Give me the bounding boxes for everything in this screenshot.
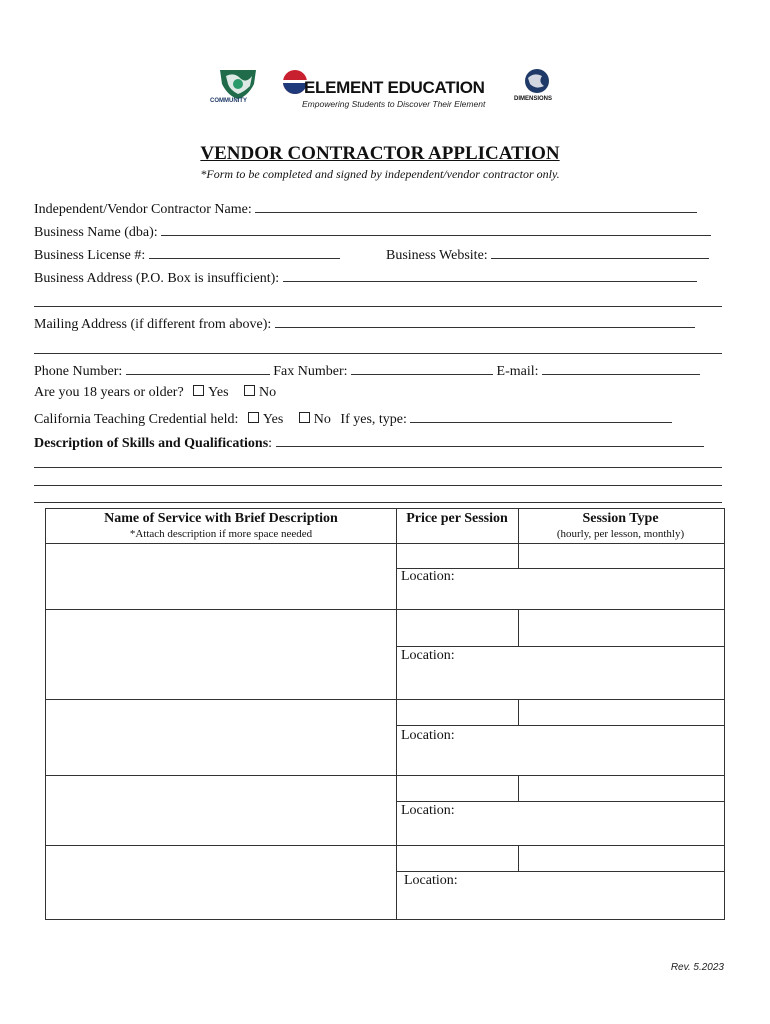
- community-logo: [210, 68, 258, 110]
- age-question-label: Are you 18 years or older?: [34, 385, 184, 400]
- business-address-field[interactable]: [283, 268, 697, 282]
- credential-no-checkbox[interactable]: [299, 412, 310, 423]
- service-name-subheader: *Attach description if more space needed: [129, 528, 313, 540]
- business-name-field[interactable]: [161, 222, 711, 236]
- service-3-price-cell[interactable]: [398, 701, 516, 724]
- form-subtitle: *Form to be completed and signed by independent/vendor contractor only.: [200, 167, 560, 181]
- credential-row: [34, 409, 672, 429]
- skills-field[interactable]: [276, 433, 704, 447]
- age-no-checkbox[interactable]: [244, 385, 255, 396]
- mailing-address-label: Mailing Address (if different from above):: [34, 317, 272, 332]
- contractor-name-label: Independent/Vendor Contractor Name:: [34, 202, 252, 217]
- skills-line-4[interactable]: [34, 502, 722, 503]
- session-type-subheader: (hourly, per lesson, monthly): [556, 528, 685, 540]
- service-1-session-type-cell[interactable]: [520, 545, 722, 567]
- row4-price-divider: [396, 801, 724, 802]
- skills-colon: :: [268, 436, 273, 451]
- mailing-address-row: [34, 314, 695, 334]
- row2-price-divider: [396, 646, 724, 647]
- row4-divider: [45, 845, 724, 846]
- business-name-row: [34, 222, 711, 242]
- skills-line-2[interactable]: [34, 467, 722, 468]
- table-col-divider-2-r5: [518, 845, 519, 871]
- business-license-label: Business License #:: [34, 248, 146, 263]
- contact-row: [34, 361, 700, 381]
- email-field[interactable]: [542, 361, 700, 375]
- service-2-location-label: Location:: [401, 648, 455, 663]
- business-name-label: Business Name (dba):: [34, 225, 158, 240]
- element-education-logo: [282, 68, 488, 112]
- community-shield-icon: [218, 68, 258, 100]
- table-col-divider-2-r1: [518, 543, 519, 568]
- element-education-title: ELEMENT EDUCATION: [304, 78, 485, 97]
- row1-divider: [45, 609, 724, 610]
- service-5-price-cell[interactable]: [398, 847, 516, 870]
- credential-yes-checkbox[interactable]: [248, 412, 259, 423]
- table-col-divider-1: [396, 508, 397, 919]
- age-yes-checkbox[interactable]: [193, 385, 204, 396]
- row5-price-divider: [396, 871, 724, 872]
- service-4-price-cell[interactable]: [398, 777, 516, 800]
- business-website-row: [386, 245, 709, 265]
- contractor-name-field[interactable]: [255, 199, 697, 213]
- skills-label: Description of Skills and Qualifications: [34, 436, 269, 451]
- table-header-divider: [45, 543, 724, 544]
- service-3-description-cell[interactable]: [47, 701, 394, 773]
- service-5-session-type-cell[interactable]: [520, 847, 722, 870]
- form-title: VENDOR CONTRACTOR APPLICATION: [200, 143, 560, 164]
- credential-type-label: If yes, type:: [340, 412, 407, 427]
- session-type-header: Session Type: [582, 511, 659, 526]
- community-logo-caption: COMMUNITY: [210, 98, 247, 104]
- row2-divider: [45, 699, 724, 700]
- dimensions-logo-caption: DIMENSIONS: [514, 96, 553, 102]
- service-2-price-cell[interactable]: [398, 611, 516, 645]
- service-4-description-cell[interactable]: [47, 777, 394, 843]
- phone-field[interactable]: [126, 361, 270, 375]
- mailing-address-field[interactable]: [275, 314, 695, 328]
- age-yes-label: Yes: [208, 385, 229, 400]
- skills-line-3[interactable]: [34, 485, 722, 486]
- service-2-description-cell[interactable]: [47, 611, 394, 697]
- age-row: [34, 384, 276, 402]
- age-no-label: No: [259, 385, 277, 400]
- table-col-divider-2-r4: [518, 775, 519, 801]
- phone-label: Phone Number:: [34, 364, 123, 379]
- service-1-location-label: Location:: [401, 569, 455, 584]
- row3-price-divider: [396, 725, 724, 726]
- credential-no-label: No: [313, 412, 331, 427]
- service-3-location-label: Location:: [401, 728, 455, 743]
- table-col-divider-2-r3: [518, 699, 519, 725]
- business-website-label: Business Website:: [386, 248, 488, 263]
- dimensions-globe-icon: [522, 68, 552, 94]
- table-col-divider-2-r2: [518, 609, 519, 646]
- service-4-session-type-cell[interactable]: [520, 777, 722, 800]
- contractor-name-row: [34, 199, 697, 219]
- service-4-location-label: Location:: [401, 803, 455, 818]
- service-5-description-cell[interactable]: [47, 847, 394, 917]
- service-5-location-label: Location:: [404, 873, 458, 888]
- price-header: Price per Session: [406, 511, 508, 526]
- business-license-row: [34, 245, 340, 265]
- service-2-session-type-cell[interactable]: [520, 611, 722, 645]
- service-1-description-cell[interactable]: [47, 545, 394, 607]
- skills-row: [34, 433, 704, 453]
- business-address-row: [34, 268, 697, 288]
- business-address-line-2[interactable]: [34, 306, 722, 307]
- credential-type-field[interactable]: [410, 409, 672, 423]
- fax-field[interactable]: [351, 361, 493, 375]
- element-education-tagline: Empowering Students to Discover Their Element: [302, 99, 486, 109]
- revision-label: Rev. 5.2023: [670, 962, 724, 973]
- service-name-header: Name of Service with Brief Description: [104, 511, 338, 526]
- credential-yes-label: Yes: [262, 412, 284, 427]
- business-website-field[interactable]: [491, 245, 709, 259]
- credential-question-label: California Teaching Credential held:: [34, 412, 239, 427]
- fax-label: Fax Number:: [273, 364, 348, 379]
- service-1-price-cell[interactable]: [398, 545, 516, 567]
- mailing-address-line-2[interactable]: [34, 353, 722, 354]
- business-license-field[interactable]: [149, 245, 340, 259]
- business-address-label: Business Address (P.O. Box is insufficient):: [34, 271, 280, 286]
- row3-divider: [45, 775, 724, 776]
- email-label: E-mail:: [496, 364, 539, 379]
- service-3-session-type-cell[interactable]: [520, 701, 722, 724]
- dimensions-logo: [512, 68, 562, 110]
